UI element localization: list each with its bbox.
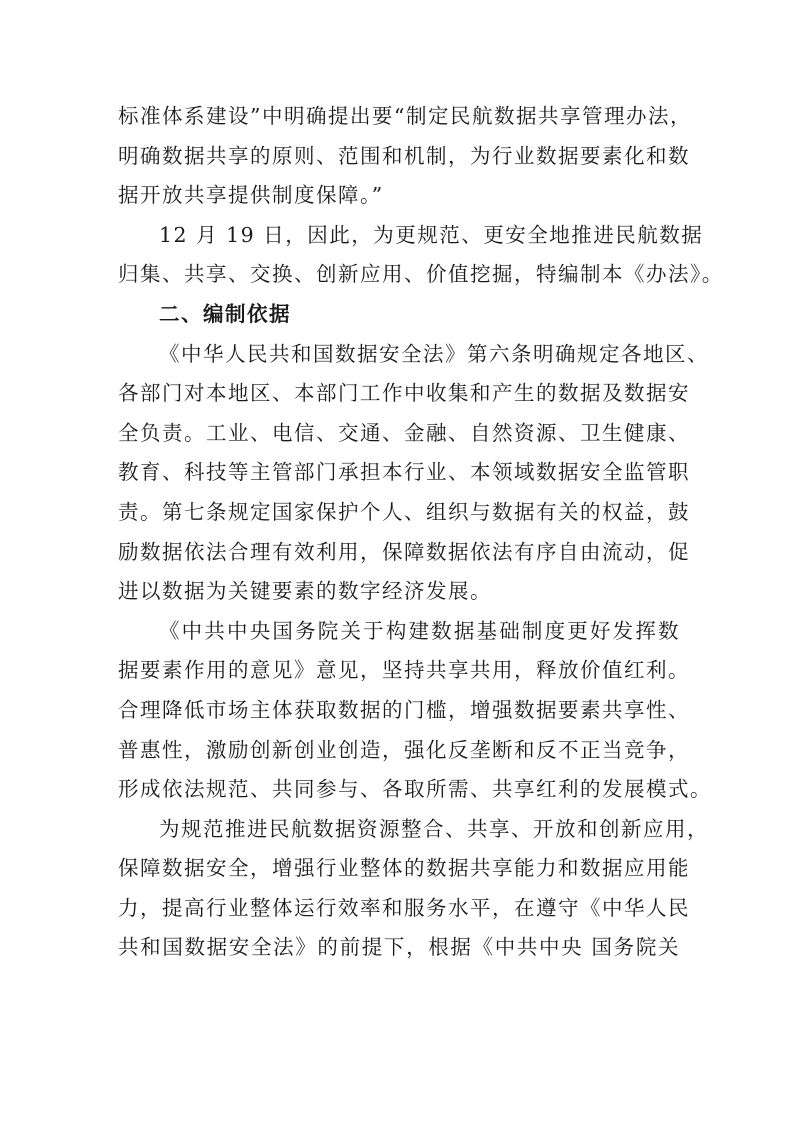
section-paragraph-1-line-4: 教育、科技等主管部门承担本行业、本领域数据安全监管职 (118, 460, 690, 485)
paragraph-2-line-2: 归集、共享、交换、创新应用、价值挖掘，特编制本《办法》。 (118, 262, 724, 287)
section-paragraph-3-line-3: 力，提高行业整体运行效率和服务水平，在遵守《中华人民 (118, 895, 690, 920)
section-paragraph-1-line-6: 励数据依法合理有效利用，保障数据依法有序自由流动，促 (118, 539, 690, 564)
section-paragraph-3-line-1: 为规范推进民航数据资源整合、共享、开放和创新应用， (159, 816, 709, 841)
section-paragraph-1-line-2: 各部门对本地区、本部门工作中收集和产生的数据及数据安 (118, 381, 690, 406)
section-paragraph-1-line-3: 全负责。工业、电信、交通、金融、自然资源、卫生健康、 (118, 420, 690, 445)
section-paragraph-1-line-5: 责。第七条规定国家保护个人、组织与数据有关的权益，鼓 (118, 499, 690, 524)
section-paragraph-3-line-2: 保障数据安全，增强行业整体的数据共享能力和数据应用能 (118, 856, 690, 881)
section-paragraph-3-line-4: 共和国数据安全法》的前提下，根据《中共中央 国务院关 (118, 935, 680, 960)
section-heading: 二、编制依据 (159, 301, 291, 326)
section-paragraph-1-line-7: 进以数据为关键要素的数字经济发展。 (118, 579, 492, 604)
section-paragraph-2-line-5: 形成依法规范、共同参与、各取所需、共享红利的发展模式。 (118, 777, 712, 802)
paragraph-1-line-3: 据开放共享提供制度保障。” (118, 183, 384, 208)
section-paragraph-2-line-1: 《中共中央国务院关于构建数据基础制度更好发挥数 (159, 618, 680, 643)
section-paragraph-1-line-1: 《中华人民共和国数据安全法》第六条明确规定各地区、 (159, 341, 709, 366)
section-paragraph-2-line-2: 据要素作用的意见》意见，坚持共享共用，释放价值红利。 (118, 658, 690, 683)
section-paragraph-2-line-3: 合理降低市场主体获取数据的门槛，增强数据要素共享性、 (118, 697, 690, 722)
document-body (118, 97, 724, 968)
section-paragraph-2-line-4: 普惠性，激励创新创业创造，强化反垄断和反不正当竞争， (118, 737, 690, 762)
paragraph-2-line-1: 12 月 19 日，因此，为更规范、更安全地推进民航数据 (159, 222, 704, 247)
paragraph-1-line-1: 标准体系建设”中明确提出要“制定民航数据共享管理办法， (118, 104, 692, 128)
paragraph-1-line-2: 明确数据共享的原则、范围和机制，为行业数据要素化和数 (118, 143, 690, 168)
